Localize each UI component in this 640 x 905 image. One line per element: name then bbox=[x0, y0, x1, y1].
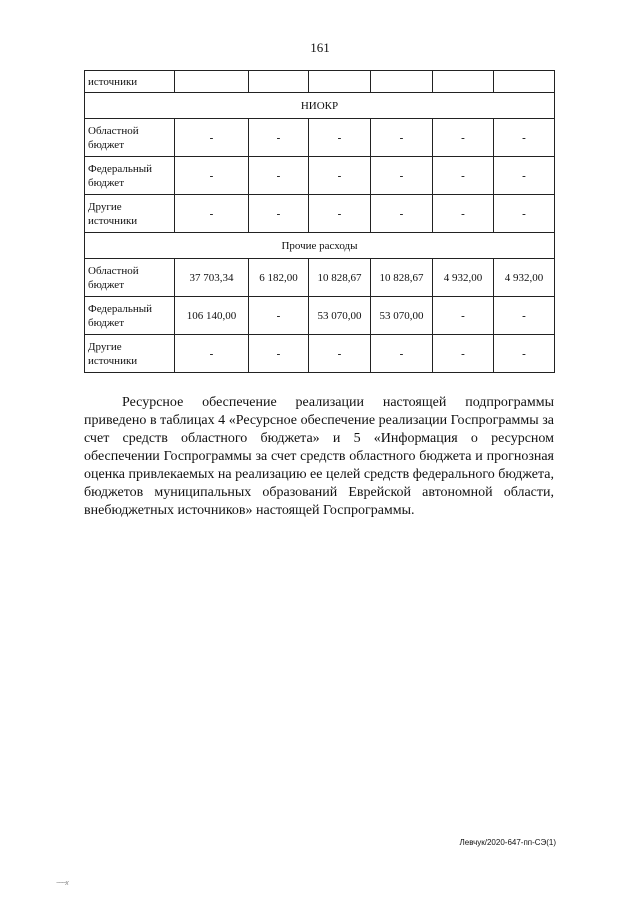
row-label: Областной бюджет bbox=[85, 119, 175, 157]
section-header-row bbox=[85, 93, 555, 119]
table-cell bbox=[249, 71, 309, 93]
value-cell: - bbox=[433, 297, 494, 335]
value-cell: - bbox=[309, 157, 371, 195]
value-cell: - bbox=[494, 157, 555, 195]
table-cell bbox=[494, 71, 555, 93]
table-row bbox=[85, 297, 555, 335]
value-cell: 106 140,00 bbox=[175, 297, 249, 335]
value-cell: 10 828,67 bbox=[309, 259, 371, 297]
section-title: Прочие расходы bbox=[85, 233, 555, 259]
table-row bbox=[85, 157, 555, 195]
section-header-row bbox=[85, 233, 555, 259]
row-label: Областной бюджет bbox=[85, 259, 175, 297]
value-cell: 53 070,00 bbox=[371, 297, 433, 335]
table-cell bbox=[433, 71, 494, 93]
table-row bbox=[85, 335, 555, 373]
value-cell: - bbox=[494, 119, 555, 157]
budget-table bbox=[84, 70, 555, 373]
row-label: Федеральный бюджет bbox=[85, 157, 175, 195]
row-label: источники bbox=[85, 71, 175, 93]
value-cell: - bbox=[371, 157, 433, 195]
value-cell: - bbox=[309, 195, 371, 233]
document-reference: Левчук/2020-647-пп-СЭ(1) bbox=[459, 838, 556, 847]
value-cell: - bbox=[249, 157, 309, 195]
table-row bbox=[85, 71, 555, 93]
value-cell: - bbox=[494, 297, 555, 335]
table-cell bbox=[175, 71, 249, 93]
value-cell: - bbox=[371, 335, 433, 373]
value-cell: - bbox=[433, 335, 494, 373]
value-cell: 10 828,67 bbox=[371, 259, 433, 297]
table-row bbox=[85, 119, 555, 157]
value-cell: - bbox=[371, 195, 433, 233]
value-cell: - bbox=[433, 119, 494, 157]
value-cell: - bbox=[494, 195, 555, 233]
value-cell: - bbox=[433, 157, 494, 195]
value-cell: 4 932,00 bbox=[494, 259, 555, 297]
page-number: 161 bbox=[310, 40, 330, 55]
body-paragraph: Ресурсное обеспечение реализации настоящей подпрограммы приведено в таблицах 4 «Ресурсное обеспечение реализации Госпрограммы за счет средств областного бюджета» и 5 «Информация о ресурсном обеспечении Госпрограммы за счет средств областного бюджета и прогнозная оценка привлекаемых на реализацию ее целей средств федерального бюджета, бюджетов муниципальных образований Еврейской автономной области, внебюджетных источников» настоящей Госпрограммы. bbox=[84, 395, 554, 518]
table-row bbox=[85, 259, 555, 297]
row-label: Другие источники bbox=[85, 335, 175, 373]
value-cell: - bbox=[249, 297, 309, 335]
value-cell: - bbox=[433, 195, 494, 233]
value-cell: - bbox=[309, 119, 371, 157]
value-cell: - bbox=[309, 335, 371, 373]
row-label: Федеральный бюджет bbox=[85, 297, 175, 335]
value-cell: - bbox=[175, 195, 249, 233]
value-cell: 4 932,00 bbox=[433, 259, 494, 297]
value-cell: - bbox=[371, 119, 433, 157]
value-cell: - bbox=[249, 119, 309, 157]
table-cell bbox=[371, 71, 433, 93]
table-row bbox=[85, 195, 555, 233]
row-label: Другие источники bbox=[85, 195, 175, 233]
value-cell: 53 070,00 bbox=[309, 297, 371, 335]
value-cell: - bbox=[175, 335, 249, 373]
value-cell: - bbox=[249, 335, 309, 373]
table-cell bbox=[309, 71, 371, 93]
value-cell: - bbox=[175, 119, 249, 157]
value-cell: - bbox=[175, 157, 249, 195]
scan-mark: ~~~x bbox=[56, 880, 68, 887]
value-cell: 37 703,34 bbox=[175, 259, 249, 297]
section-title: НИОКР bbox=[85, 93, 555, 119]
value-cell: - bbox=[494, 335, 555, 373]
value-cell: 6 182,00 bbox=[249, 259, 309, 297]
value-cell: - bbox=[249, 195, 309, 233]
